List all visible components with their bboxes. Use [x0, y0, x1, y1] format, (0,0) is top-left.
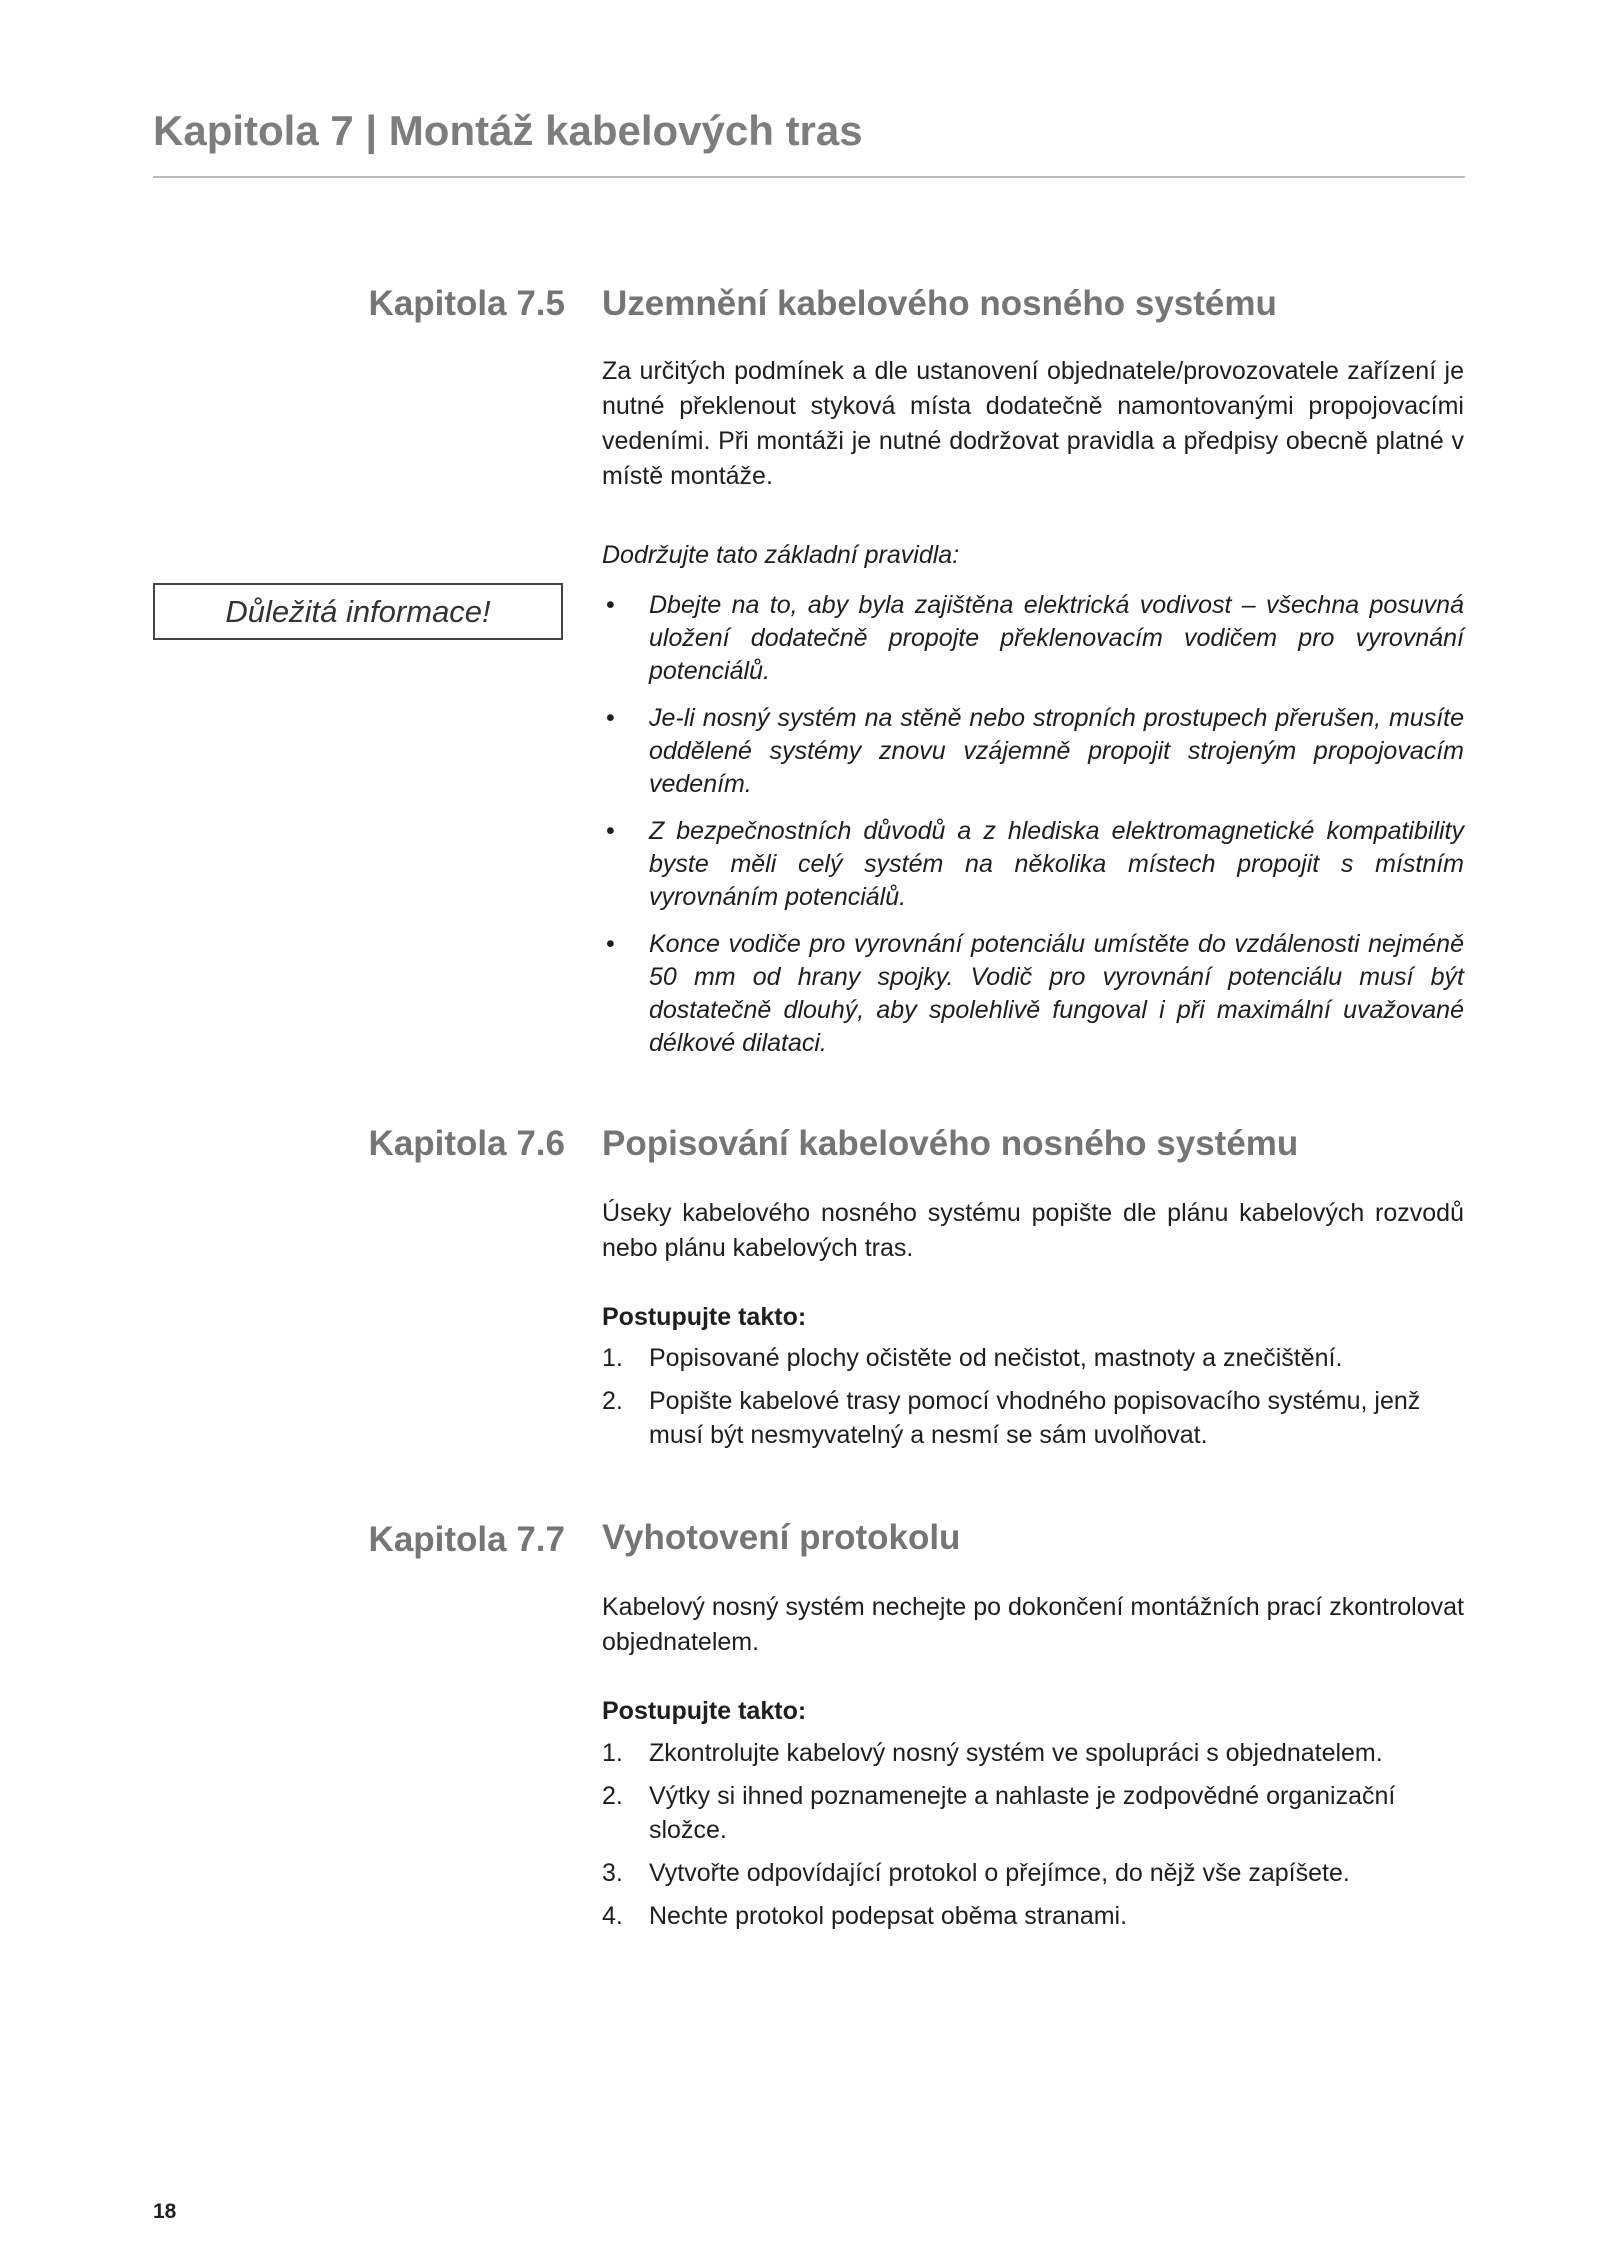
list-item-text: Dbejte na to, aby byla zajištěna elektrická vodivost – všechna posuvná uložení dodatečně propojte překlenovacím vodičem pro vyrovnání potenciálů. [649, 591, 1464, 685]
section-7-7-steps [602, 1736, 1464, 1942]
step-text: Výtky si ihned poznamenejte a nahlaste je zodpovědné organizační složce. [649, 1782, 1396, 1844]
bullet-icon: • [606, 591, 615, 619]
section-7-5-number: Kapitola 7.5 [368, 284, 565, 323]
page-number: 18 [153, 2200, 177, 2223]
step-text: Popisované plochy očistěte od nečistot, mastnoty a znečištění. [649, 1344, 1343, 1372]
bullet-icon: • [606, 704, 615, 732]
step-number: 1. [602, 1344, 623, 1372]
step-text: Vytvořte odpovídající protokol o přejímce, do nějž vše zapíšete. [649, 1859, 1350, 1887]
section-7-7-title: Vyhotovení protokolu [602, 1518, 961, 1557]
list-item-text: Z bezpečnostních důvodů a z hlediska elektromagnetické kompatibility byste měli celý systém na několika místech propojit s místním vyrovnáním potenciálů. [649, 817, 1464, 911]
list-item [602, 702, 1464, 801]
step-text: Nechte protokol podepsat oběma stranami. [649, 1902, 1128, 1930]
step-number: 1. [602, 1739, 623, 1767]
list-item [602, 1856, 1464, 1890]
step-number: 2. [602, 1782, 623, 1810]
chapter-header: Kapitola 7 | Montáž kabelových tras [153, 107, 863, 154]
section-7-5-title: Uzemnění kabelového nosného systému [602, 284, 1277, 323]
list-item [602, 1384, 1464, 1452]
list-item [602, 1899, 1464, 1933]
bullet-icon: • [606, 817, 615, 845]
list-item [602, 815, 1464, 914]
step-text: Zkontrolujte kabelový nosný systém ve spolupráci s objednatelem. [649, 1739, 1383, 1767]
section-7-7-steps-label: Postupujte takto: [602, 1697, 807, 1725]
list-item [602, 1736, 1464, 1770]
list-item [602, 928, 1464, 1060]
section-7-7-intro: Kabelový nosný systém nechejte po dokončení montážních prací zkontrolovat objednatelem. [602, 1593, 1464, 1656]
step-number: 4. [602, 1902, 623, 1930]
section-7-5-intro: Za určitých podmínek a dle ustanovení objednatele/provozovatele zařízení je nutné překlenout styková místa dodatečně namontovanými propojovacími vedeními. Při montáži je nutné dodržovat pravidla a předpisy obecně platné v místě montáže. [602, 357, 1464, 490]
step-number: 3. [602, 1859, 623, 1887]
section-7-6-steps-label: Postupujte takto: [602, 1303, 807, 1331]
section-7-6-intro: Úseky kabelového nosného systému popište dle plánu kabelových rozvodů nebo plánu kabelových tras. [602, 1199, 1464, 1262]
important-info-box: Důležitá informace! [153, 583, 563, 640]
grounding-rules-list [602, 589, 1464, 1074]
step-number: 2. [602, 1387, 623, 1415]
list-item [602, 1341, 1464, 1375]
list-item-text: Konce vodiče pro vyrovnání potenciálu umístěte do vzdálenosti nejméně 50 mm od hrany spojky. Vodič pro vyrovnání potenciálu musí být dostatečně dlouhý, aby spolehlivě fungoval i při maximální uvažované délkové dilataci. [649, 930, 1464, 1057]
step-text: Popište kabelové trasy pomocí vhodného popisovacího systému, jenž musí být nesmyvatelný a nesmí se sám uvolňovat. [649, 1387, 1421, 1449]
list-item [602, 1779, 1464, 1847]
section-7-6-number: Kapitola 7.6 [368, 1124, 565, 1163]
list-item [602, 589, 1464, 688]
section-7-7-number: Kapitola 7.7 [368, 1520, 565, 1559]
rules-intro: Dodržujte tato základní pravidla: [602, 541, 960, 569]
section-7-6-steps [602, 1341, 1464, 1461]
list-item-text: Je-li nosný systém na stěně nebo stropních prostupech přerušen, musíte oddělené systémy znovu vzájemně propojit strojeným propojovacím vedením. [649, 704, 1464, 798]
bullet-icon: • [606, 930, 615, 958]
section-7-6-title: Popisování kabelového nosného systému [602, 1124, 1299, 1163]
header-divider [153, 176, 1465, 178]
